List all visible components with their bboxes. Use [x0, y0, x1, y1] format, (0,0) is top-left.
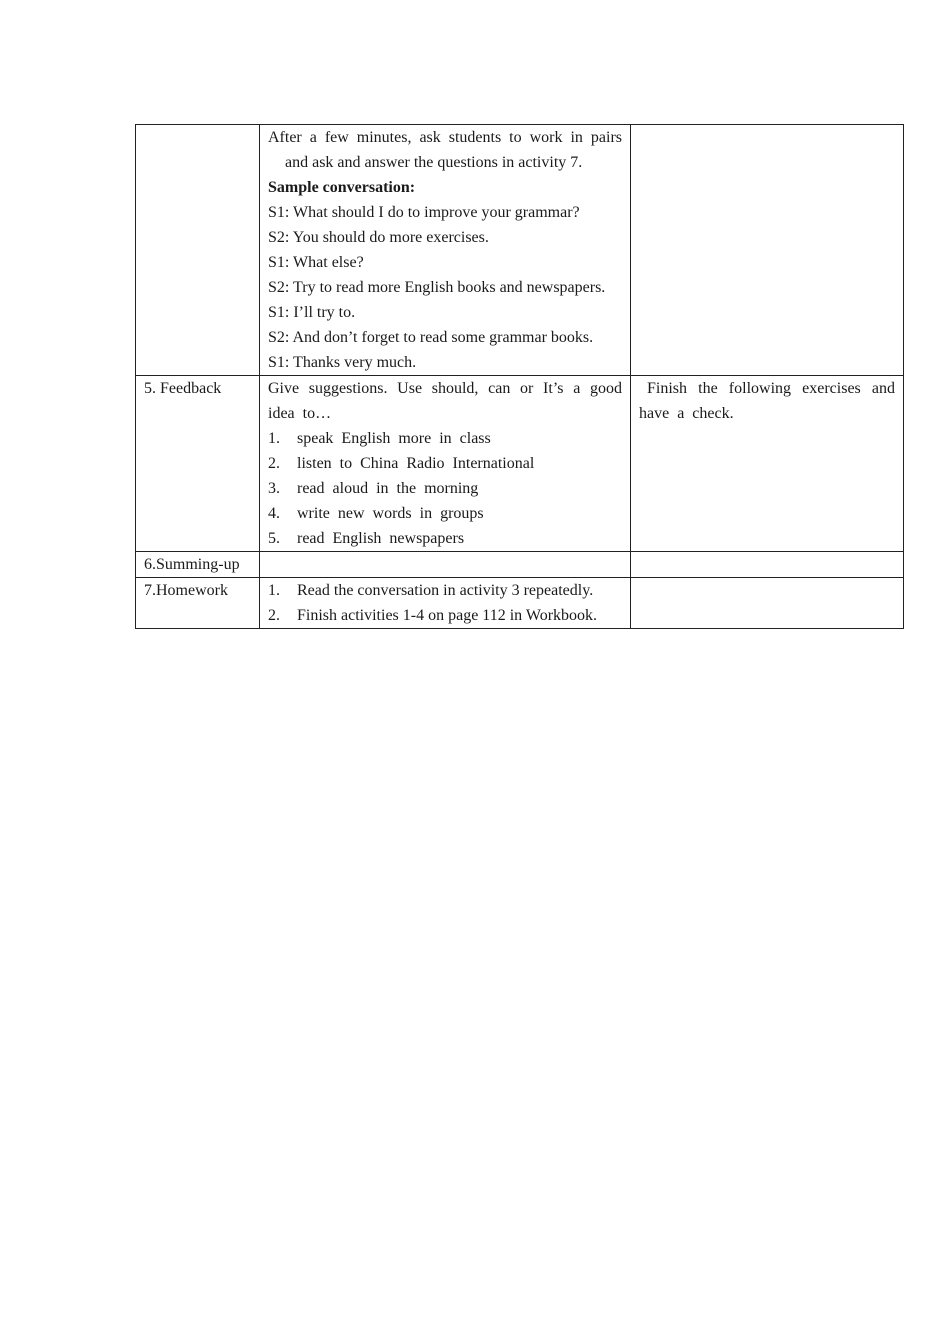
- dialogue-line: S2: Try to read more English books and newspapers.: [268, 279, 606, 296]
- list-item: 1. speak English more in class: [268, 430, 491, 447]
- dialogue-line: S1: What should I do to improve your grammar?: [268, 204, 580, 221]
- dialogue-line: S1: I’ll try to.: [268, 304, 356, 321]
- instruction-line: Give suggestions. Use should, can or It’s a good: [268, 380, 622, 397]
- notes-cell: [631, 578, 904, 629]
- dialogue-line: S1: What else?: [268, 254, 364, 271]
- notes-cell: [631, 552, 904, 578]
- notes-cell: [631, 376, 904, 552]
- activity-cell: [260, 125, 631, 376]
- dialogue-line: S2: And don’t forget to read some grammar books.: [268, 329, 594, 346]
- table-row-homework: [136, 578, 904, 629]
- notes-cell: [631, 125, 904, 376]
- stage-label: 5. Feedback: [144, 380, 222, 397]
- stage-cell: [136, 125, 260, 376]
- activity-cell: [260, 578, 631, 629]
- stage-cell: [136, 552, 260, 578]
- notes-line: have a check.: [639, 405, 734, 422]
- list-item: 1. Read the conversation in activity 3 repeatedly.: [268, 582, 594, 599]
- lesson-plan-table: [135, 124, 904, 629]
- stage-label: 7.Homework: [144, 582, 228, 599]
- list-item: 5. read English newspapers: [268, 530, 465, 547]
- stage-cell: [136, 376, 260, 552]
- instruction-line: and ask and answer the questions in activity 7.: [285, 154, 583, 171]
- stage-cell: [136, 578, 260, 629]
- activity-cell: [260, 552, 631, 578]
- table-row-summing-up: [136, 552, 904, 578]
- instruction-line: After a few minutes, ask students to work in pairs: [268, 129, 622, 146]
- instruction-line: idea to…: [268, 405, 332, 422]
- stage-label: 6.Summing-up: [144, 556, 240, 573]
- list-item: 4. write new words in groups: [268, 505, 484, 522]
- list-item: 2. Finish activities 1-4 on page 112 in Workbook.: [268, 607, 598, 624]
- table-row-feedback: [136, 376, 904, 552]
- dialogue-line: S2: You should do more exercises.: [268, 229, 489, 246]
- table-row-practice: [136, 125, 904, 376]
- list-item: 3. read aloud in the morning: [268, 480, 479, 497]
- dialogue-line: S1: Thanks very much.: [268, 354, 417, 371]
- sample-conversation-heading: Sample conversation:: [268, 179, 416, 196]
- list-item: 2. listen to China Radio International: [268, 455, 535, 472]
- notes-line: Finish the following exercises and: [647, 380, 895, 397]
- activity-cell: [260, 376, 631, 552]
